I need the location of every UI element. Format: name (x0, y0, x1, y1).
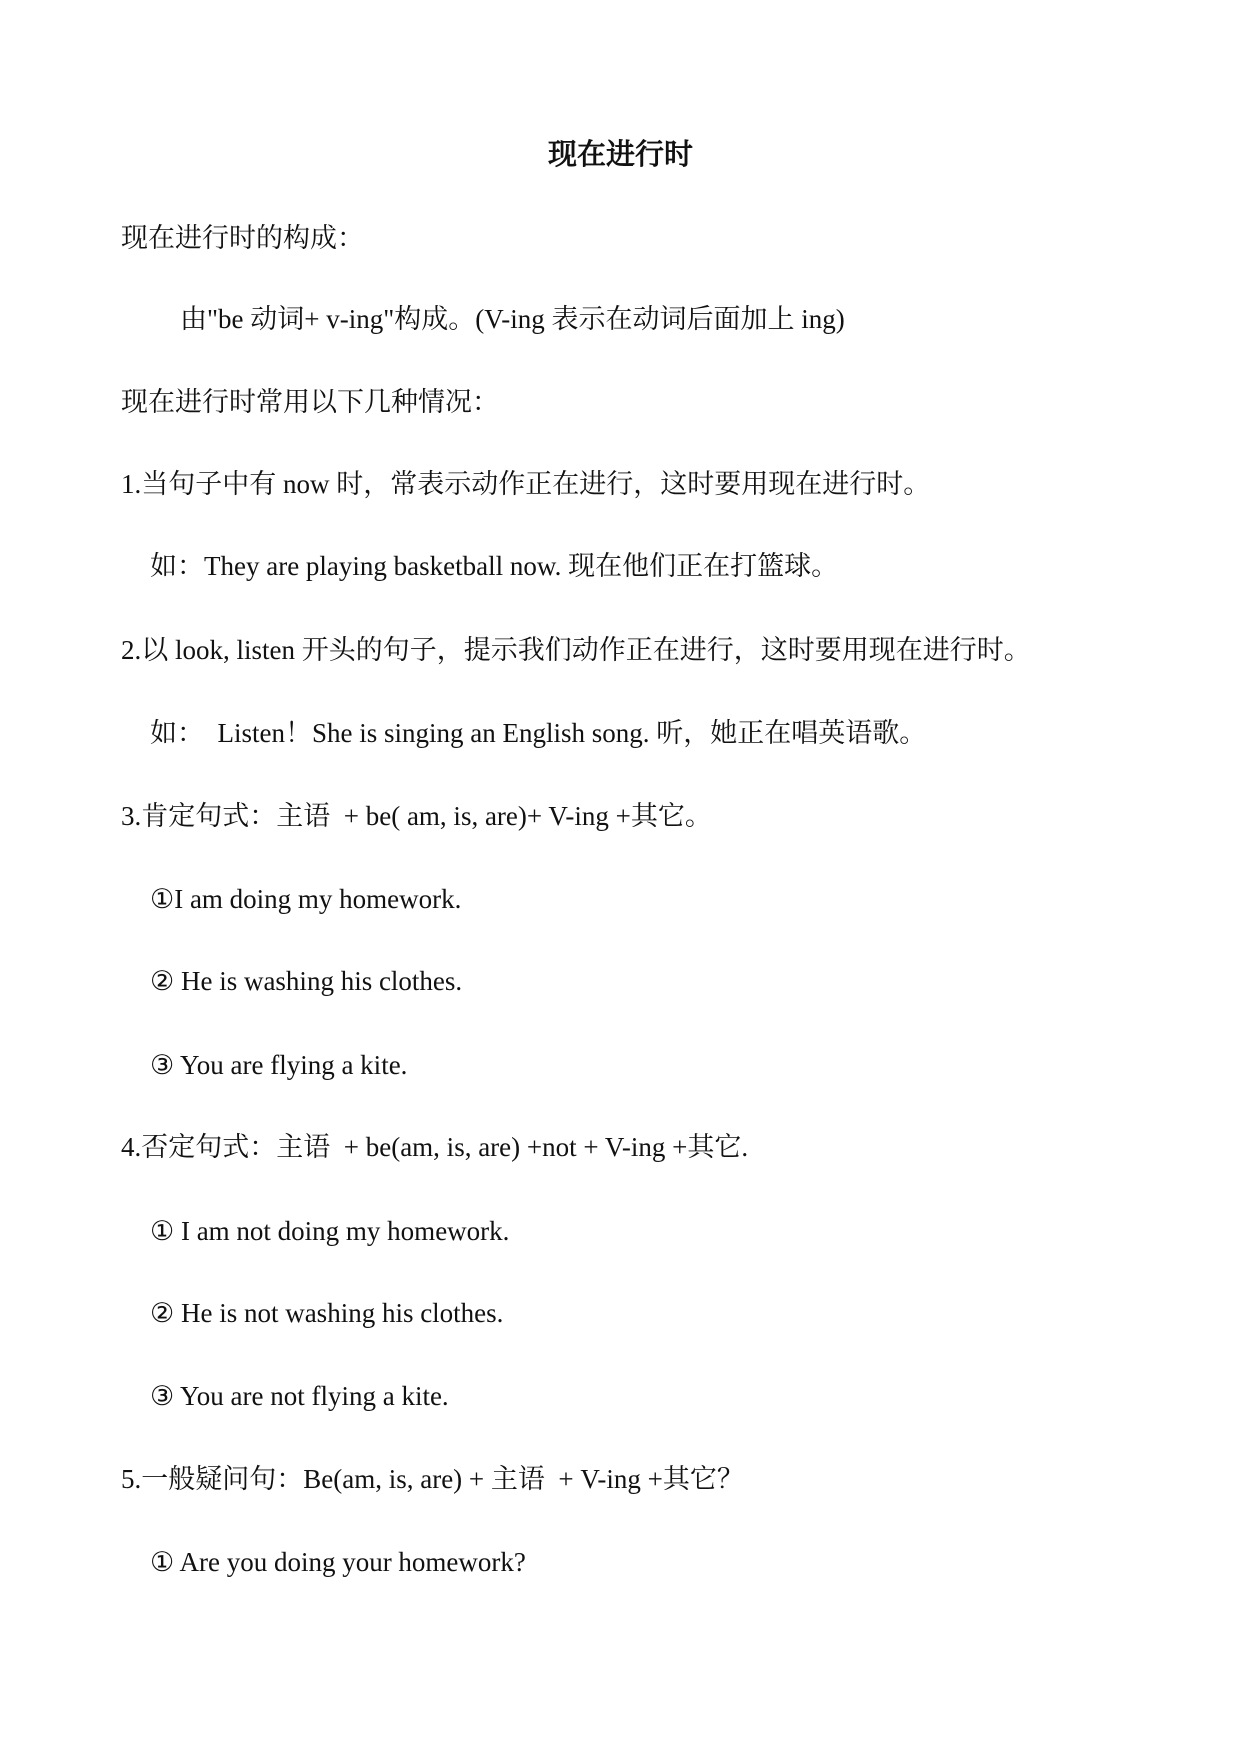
usage-item-2-example: 如： Listen！She is singing an English song. 听，她正在唱英语歌。 (150, 718, 927, 748)
composition-rule: 由"be 动词+ v-ing"构成。(V-ing 表示在动词后面加上 ing) (180, 304, 845, 334)
usage-item-5-example-1: ① Are you doing your homework? (150, 1547, 526, 1577)
usage-item-5: 5.一般疑问句：Be(am, is, are) + 主语 + V-ing +其它？ (121, 1464, 744, 1494)
usage-item-3-example-3: ③ You are flying a kite. (150, 1050, 408, 1080)
usage-item-1-example: 如：They are playing basketball now. 现在他们正在打篮球。 (150, 551, 839, 581)
usage-item-4: 4.否定句式：主语 + be(am, is, are) +not + V-ing +其它. (121, 1132, 749, 1162)
usage-heading: 现在进行时常用以下几种情况： (121, 387, 499, 417)
usage-item-3-example-1: ①I am doing my homework. (150, 884, 462, 914)
usage-item-1: 1.当句子中有 now 时，常表示动作正在进行，这时要用现在进行时。 (121, 469, 931, 499)
page-title: 现在进行时 (547, 139, 693, 171)
composition-heading: 现在进行时的构成： (121, 223, 364, 253)
usage-item-4-example-1: ① I am not doing my homework. (150, 1216, 510, 1246)
usage-item-2: 2.以 look, listen 开头的句子，提示我们动作正在进行，这时要用现在进行时。 (121, 635, 1031, 665)
usage-item-4-example-3: ③ You are not flying a kite. (150, 1381, 449, 1411)
usage-item-4-example-2: ② He is not washing his clothes. (150, 1298, 504, 1328)
usage-item-3-example-2: ② He is washing his clothes. (150, 966, 463, 996)
usage-item-3: 3.肯定句式：主语 + be( am, is, are)+ V-ing +其它。 (121, 801, 712, 831)
